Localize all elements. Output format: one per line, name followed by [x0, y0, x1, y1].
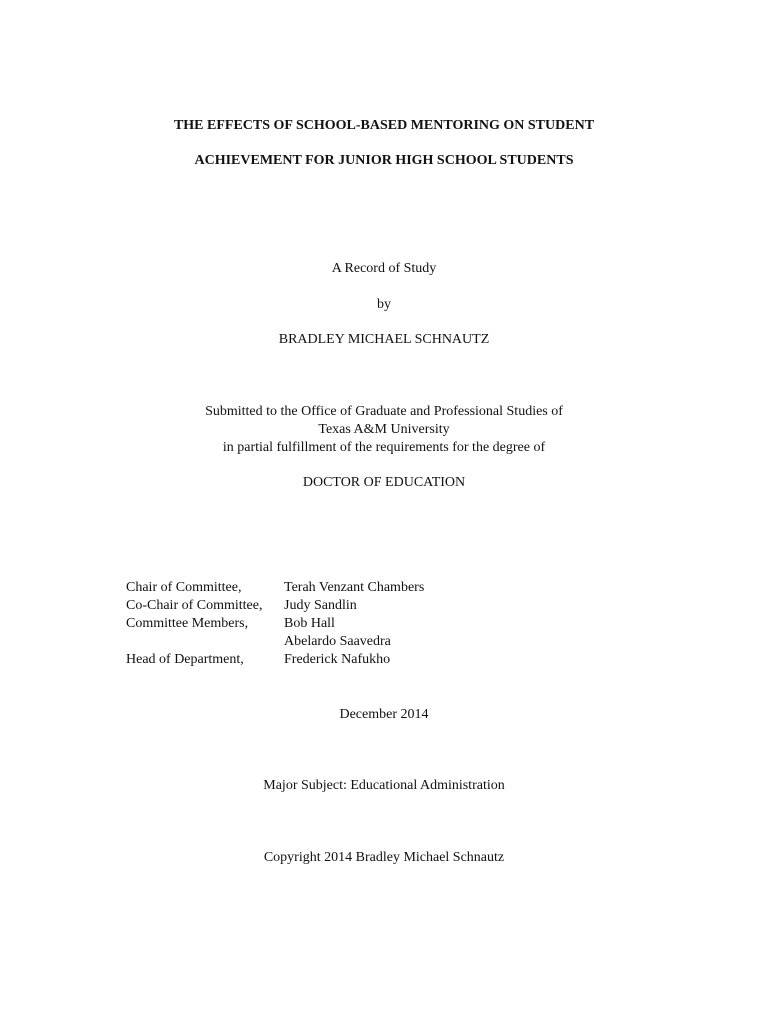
title-line-2: ACHIEVEMENT FOR JUNIOR HIGH SCHOOL STUDENTS	[194, 153, 574, 168]
committee-role: Chair of Committee,	[126, 580, 242, 595]
copyright-notice: Copyright 2014 Bradley Michael Schnautz	[263, 850, 505, 865]
committee-member-name: Bob Hall	[284, 616, 335, 631]
committee-member-name: Judy Sandlin	[284, 598, 357, 613]
committee-role: Co-Chair of Committee,	[126, 598, 263, 613]
committee-row	[126, 651, 424, 669]
committee-row	[126, 615, 424, 633]
committee-role: Committee Members,	[126, 616, 249, 631]
committee-member-name: Frederick Nafukho	[284, 652, 391, 667]
committee-role: Head of Department,	[126, 652, 244, 667]
committee-list	[126, 579, 424, 669]
submission-date: December 2014	[339, 707, 429, 722]
committee-row	[126, 597, 424, 615]
submission-line-2: Texas A&M University	[318, 422, 450, 437]
by-label: by	[377, 297, 391, 312]
submission-line-3: in partial fulfillment of the requirements for the degree of	[222, 440, 546, 455]
major-subject: Major Subject: Educational Administration	[263, 778, 505, 793]
committee-row	[126, 579, 424, 597]
record-of-study: A Record of Study	[331, 261, 437, 276]
committee-role	[126, 633, 284, 651]
title-line-1: THE EFFECTS OF SCHOOL-BASED MENTORING ON STUDENT	[173, 118, 595, 133]
committee-row	[126, 633, 424, 651]
committee-member-name: Abelardo Saavedra	[284, 634, 391, 649]
committee-member-name: Terah Venzant Chambers	[284, 580, 425, 595]
degree-name: DOCTOR OF EDUCATION	[302, 475, 466, 490]
submission-line-1: Submitted to the Office of Graduate and Professional Studies of	[205, 404, 563, 419]
author-name: BRADLEY MICHAEL SCHNAUTZ	[278, 332, 490, 347]
